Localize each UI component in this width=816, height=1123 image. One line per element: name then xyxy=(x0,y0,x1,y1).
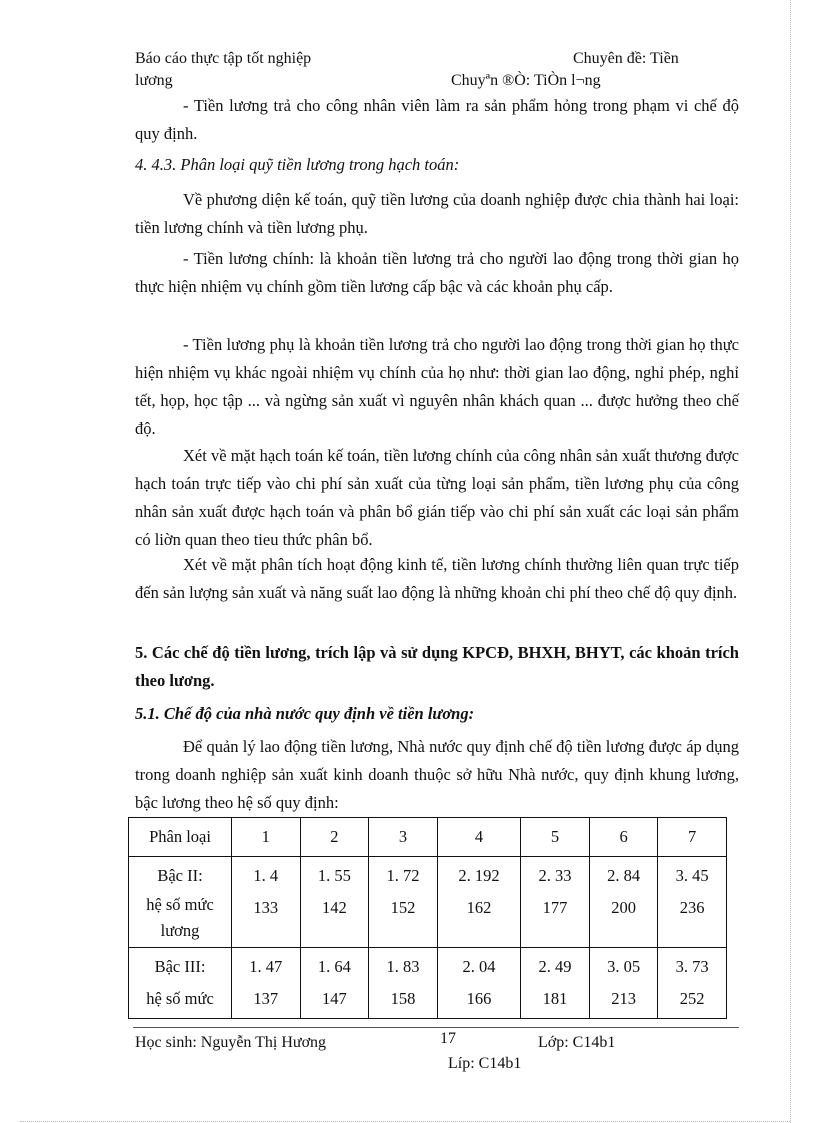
salary-value: 137 xyxy=(253,989,279,1008)
paragraph-accounting-view: Xét về mặt hạch toán kế toán, tiền lương chính của công nhân sản xuất thương được hạch toán trực tiếp vào chi phí sản xuất của từng loại sản phẩm, tiền lương phụ của công nhân sản xuất được hạch toán và phân bổ gián tiếp vào chi phí sản xuất các loại sản phẩm có liờn quan theo tieu thức phân bổ. xyxy=(135,446,739,549)
table-header-cell: 1 xyxy=(232,818,301,857)
table-header-cell: 6 xyxy=(589,818,658,857)
page-edge-bottom xyxy=(20,1121,790,1122)
row-grade-label: Bậc III: xyxy=(154,957,206,976)
row-grade-label: Bậc II: xyxy=(157,866,203,885)
coef-value: 1. 4 xyxy=(253,866,279,885)
coef-value: 3. 45 xyxy=(675,866,709,885)
table-cell xyxy=(658,857,727,948)
salary-value: 213 xyxy=(611,989,636,1008)
paragraph-state-regulation: Để quản lý lao động tiền lương, Nhà nước quy định chế độ tiền lương được áp dụng trong doanh nghiệp sản xuất kinh doanh thuộc sở hữu Nhà nước, quy định khung lương, bậc lương theo hệ số quy định: xyxy=(135,737,739,812)
table-header-cell: Phân loại xyxy=(129,818,232,857)
header-garbled-topic: Chuyªn ®Ò: TiÒn l¬ng xyxy=(451,72,601,89)
row-coefficient-label: hệ số mức lương xyxy=(146,895,214,940)
table-header-cell: 7 xyxy=(658,818,727,857)
row-coefficient-label: hệ số mức xyxy=(146,989,214,1008)
coef-value: 2. 49 xyxy=(538,957,572,976)
coef-value: 1. 55 xyxy=(317,866,351,885)
table-cell xyxy=(369,948,438,1019)
table-cell xyxy=(521,857,590,948)
table-cell xyxy=(369,857,438,948)
footer-class-garbled: Líp: C14b1 xyxy=(448,1055,522,1072)
heading-section-5-1: 5.1. Chế độ của nhà nước quy định về tiền lương: xyxy=(135,704,475,723)
row-label-cell xyxy=(129,948,232,1019)
coef-value: 3. 73 xyxy=(675,957,709,976)
salary-value: 162 xyxy=(466,898,492,917)
paragraph-extra-salary: - Tiền lương phụ là khoản tiền lương trả cho người lao động trong thời gian họ thực hiện nhiệm vụ khác ngoài nhiệm vụ chính của họ như: thời gian lao động, nghỉ phép, nghỉ tết, họp, học tập ... và ngừng sản xuất vì nguyên nhân khách quan ... được hưởng theo chế độ. xyxy=(135,335,739,438)
coef-value: 2. 33 xyxy=(538,866,572,885)
coef-value: 1. 64 xyxy=(317,957,351,976)
table-cell xyxy=(300,857,369,948)
paragraph-damaged-products: - Tiền lương trả cho công nhân viên làm ra sản phẩm hỏng trong phạm vi chế độ quy định. xyxy=(135,96,739,143)
header-topic-label: Chuyên đề: Tiền xyxy=(573,50,679,67)
table-row-bac-ii xyxy=(129,857,727,948)
footer-student-name: Học sinh: Nguyễn Thị Hương xyxy=(135,1034,327,1051)
table-header-row xyxy=(129,818,727,857)
paragraph-economic-analysis: Xét về mặt phân tích hoạt động kinh tế, tiền lương chính thường liên quan trực tiếp đến sản lượng sản xuất và năng suất lao động là những khoản chi phí theo chế độ quy định. xyxy=(135,555,739,602)
coef-value: 1. 47 xyxy=(249,957,283,976)
coef-value: 2. 04 xyxy=(462,957,496,976)
salary-value: 252 xyxy=(679,989,705,1008)
table-cell xyxy=(437,857,520,948)
heading-section-5: 5. Các chế độ tiền lương, trích lập và sử dụng KPCĐ, BHXH, BHYT, các khoản trích theo lương. xyxy=(135,643,739,690)
page-edge-right xyxy=(790,0,791,1123)
salary-grade-table xyxy=(128,817,727,1019)
salary-value: 236 xyxy=(679,898,705,917)
table-cell xyxy=(658,948,727,1019)
table-header-cell: 5 xyxy=(521,818,590,857)
salary-value: 200 xyxy=(611,898,636,917)
table-header-cell: 2 xyxy=(300,818,369,857)
table-cell xyxy=(521,948,590,1019)
table-cell xyxy=(589,948,658,1019)
paragraph-main-salary: - Tiền lương chính: là khoản tiền lương trả cho người lao động trong thời gian họ thực hiện nhiệm vụ chính gồm tiền lương cấp bậc và các khoản phụ cấp. xyxy=(135,249,739,296)
heading-4-4-3: 4. 4.3. Phân loại quỹ tiền lương trong hạch toán: xyxy=(135,155,460,174)
table-header-cell: 3 xyxy=(369,818,438,857)
table-cell xyxy=(300,948,369,1019)
salary-value: 152 xyxy=(390,898,416,917)
salary-value: 147 xyxy=(321,989,347,1008)
salary-value: 181 xyxy=(542,989,568,1008)
coef-value: 1. 72 xyxy=(386,866,420,885)
salary-value: 158 xyxy=(390,989,416,1008)
table-cell xyxy=(232,948,301,1019)
table-cell xyxy=(232,857,301,948)
footer-divider xyxy=(133,1027,739,1028)
coef-value: 2. 192 xyxy=(458,866,500,885)
salary-value: 166 xyxy=(466,989,492,1008)
row-label-cell xyxy=(129,857,232,948)
table-cell xyxy=(437,948,520,1019)
coef-value: 2. 84 xyxy=(607,866,641,885)
header-report-title: Báo cáo thực tập tốt nghiệp xyxy=(135,50,312,67)
coef-value: 1. 83 xyxy=(386,957,420,976)
salary-value: 133 xyxy=(253,898,279,917)
table-row-bac-iii xyxy=(129,948,727,1019)
paragraph-fund-classification: Về phương diện kế toán, quỹ tiền lương của doanh nghiệp được chia thành hai loại: tiền lương chính và tiền lương phụ. xyxy=(135,190,739,237)
salary-value: 177 xyxy=(542,898,568,917)
footer-class: Lớp: C14b1 xyxy=(538,1034,616,1051)
coef-value: 3. 05 xyxy=(607,957,641,976)
table-header-cell: 4 xyxy=(437,818,520,857)
salary-value: 142 xyxy=(321,898,347,917)
header-topic-continuation: lương xyxy=(135,72,173,89)
table-cell xyxy=(589,857,658,948)
footer-page-number: 17 xyxy=(440,1030,456,1047)
